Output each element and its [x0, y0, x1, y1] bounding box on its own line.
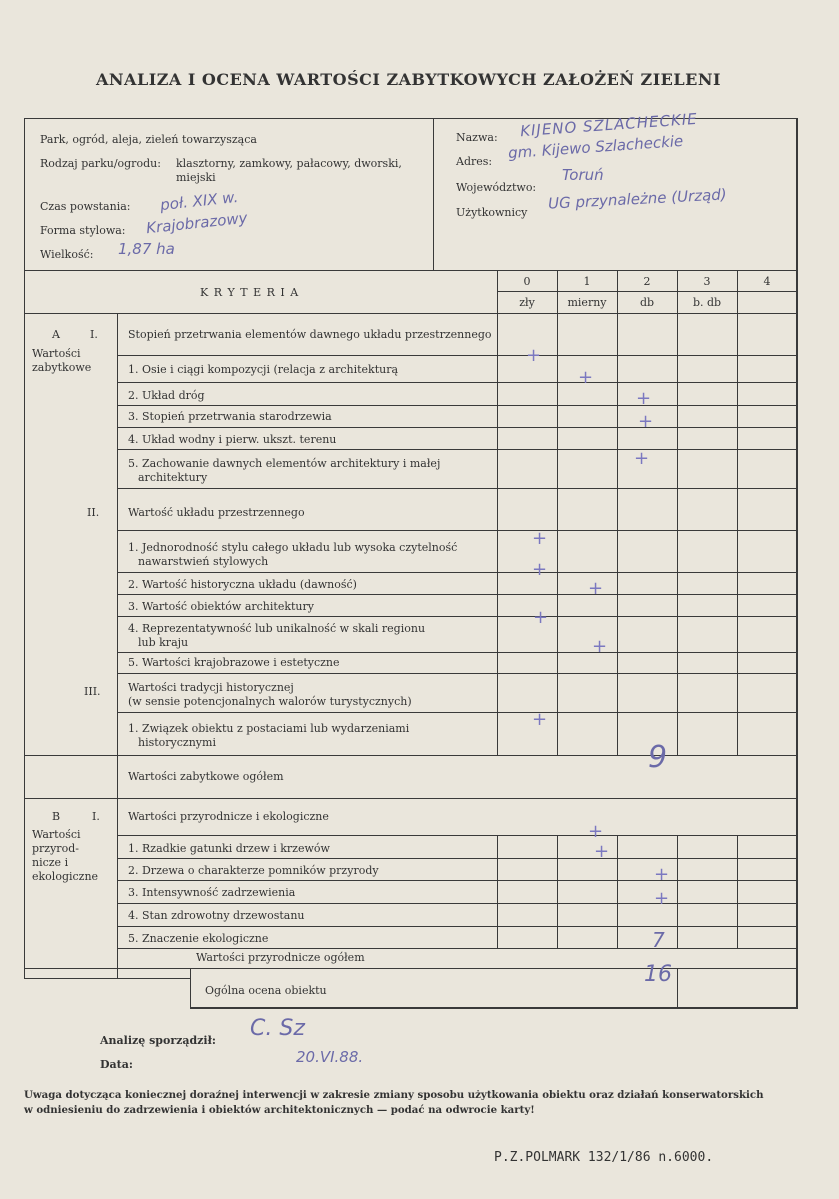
uwaga-line-1: Uwaga dotycząca koniecznej doraźnej interwencji w zakresie zmiany sposobu użytkowania obiektu oraz działań konserwatorskich	[24, 1089, 764, 1101]
overall-box-bottom	[190, 1007, 798, 1009]
mark-b1-4: +	[654, 888, 670, 909]
b-col-line-3	[677, 835, 678, 948]
wojewodztwo-label: Województwo:	[456, 181, 537, 194]
a2-item-1: 1. Jednorodność stylu całego układu lub wysoka czytelność	[128, 541, 458, 554]
a2-item-1-cont: nawarstwień stylowych	[138, 555, 269, 568]
a2-item-3: 3. Wartość obiektów architektury	[128, 600, 314, 613]
section-b-letter: B	[52, 810, 61, 823]
wielkosc-value: 1,87 ha	[118, 240, 175, 258]
a2-roman: II.	[87, 506, 100, 519]
b1-item-3: 3. Intensywność zadrzewienia	[128, 886, 296, 899]
mark-a3-1: +	[532, 709, 548, 730]
b1-item-2: 2. Drzewa o charakterze pomników przyrody	[128, 864, 379, 877]
mark-a1-2: +	[578, 367, 594, 388]
header-bottom	[24, 270, 797, 271]
a2-group-title: Wartość układu przestrzennego	[128, 506, 305, 519]
a3-item-1: 1. Związek obiektu z postaciami lub wydarzeniami	[128, 722, 410, 735]
row-line	[117, 652, 797, 653]
section-a-letter: A	[52, 328, 60, 341]
row-line	[24, 968, 797, 969]
data-label: Data:	[100, 1058, 133, 1071]
overall-box-left	[190, 968, 191, 1008]
frame-left	[24, 118, 25, 978]
row-line	[24, 755, 797, 756]
a2-item-4: 4. Reprezentatywność lub unikalność w skali regionu	[128, 622, 426, 635]
park-type-label: Park, ogród, aleja, zieleń towarzysząca	[40, 133, 257, 146]
b1-item-4: 4. Stan zdrowotny drzewostanu	[128, 909, 305, 922]
b-total-label: Wartości przyrodnicze ogółem	[196, 951, 365, 964]
a3-roman: III.	[84, 685, 101, 698]
score-num-2: 2	[643, 275, 651, 288]
row-line	[117, 530, 797, 531]
uwaga-line-2: w odniesieniu do zadrzewienia i obiektów architektonicznych — podać na odwrocie karty!	[24, 1104, 535, 1116]
a2-item-2: 2. Wartość historyczna układu (dawność)	[128, 578, 357, 591]
b-col-line-0	[497, 835, 498, 948]
row-line	[117, 926, 797, 927]
row-line	[117, 405, 797, 406]
score-word-1: mierny	[567, 296, 607, 309]
adres-label: Adres:	[456, 155, 493, 168]
b1-item-1: 1. Rzadkie gatunki drzew i krzewów	[128, 842, 330, 855]
a1-item-2: 2. Układ dróg	[128, 389, 205, 402]
score-num-4: 4	[763, 275, 771, 288]
adres-value: gm. Kijewo Szlacheckie	[507, 131, 684, 163]
forma-value: Krajobrazowy	[145, 208, 249, 238]
mark-a2-1: +	[532, 528, 548, 549]
section-b-name-2: przyrod-	[32, 842, 79, 855]
a3-group-title-2: (w sensie potencjonalnych walorów turystycznych)	[128, 695, 412, 708]
row-line	[117, 880, 797, 881]
mark-a2-4: +	[533, 607, 549, 628]
b1-item-5: 5. Znaczenie ekologiczne	[128, 932, 269, 945]
b-col-line-1	[557, 835, 558, 948]
mark-a1-3: +	[636, 388, 652, 409]
section-a-roman: I.	[90, 328, 98, 341]
section-divider	[24, 798, 797, 799]
label-col-divider	[117, 313, 118, 978]
col-line-3	[677, 270, 678, 755]
section-b-name-1: Wartości	[32, 828, 81, 841]
a3-group-title-1: Wartości tradycji historycznej	[128, 681, 294, 694]
a-total-value: 9	[648, 740, 668, 775]
section-b-roman: I.	[92, 810, 100, 823]
header-divider-v	[433, 118, 434, 270]
a1-item-5: 5. Zachowanie dawnych elementów architektury i małej	[128, 457, 441, 470]
rodzaj-label: Rodzaj parku/ogrodu:	[40, 157, 161, 170]
mark-b1-3: +	[654, 864, 670, 885]
score-num-1: 1	[583, 275, 591, 288]
mark-b1-1: +	[588, 821, 604, 842]
rodzaj-options-line2: miejski	[176, 171, 216, 184]
row-line	[117, 616, 797, 617]
row-line	[117, 572, 797, 573]
b-total-value: 7	[652, 928, 665, 952]
czas-label: Czas powstania:	[40, 200, 131, 213]
mark-a1-1: +	[526, 345, 542, 366]
czas-value: poł. XIX w.	[159, 187, 240, 215]
b-col-line-2	[617, 835, 618, 948]
nazwa-label: Nazwa:	[456, 131, 498, 144]
b-col-line-4	[737, 835, 738, 948]
score-num-0: 0	[523, 275, 531, 288]
score-num-3: 3	[703, 275, 711, 288]
a3-item-1-cont: historycznymi	[138, 736, 216, 749]
row-line	[117, 858, 797, 859]
page-title: ANALIZA I OCENA WARTOŚCI ZABYTKOWYCH ZAŁOŻEŃ ZIELENI	[96, 70, 721, 89]
data-value: 20.VI.88.	[296, 1048, 364, 1066]
b1-group-title: Wartości przyrodnicze i ekologiczne	[128, 810, 329, 823]
a1-item-5-cont: architektury	[138, 471, 208, 484]
score-word-0: zły	[519, 296, 535, 309]
mark-a1-4: +	[638, 411, 654, 432]
section-a-name-1: Wartości	[32, 347, 81, 360]
kryteria-score-split	[497, 291, 797, 292]
a1-item-1: 1. Osie i ciągi kompozycji (relacja z architekturą	[128, 363, 399, 376]
col-line-0	[497, 270, 498, 755]
kryteria-label: K R Y T E R I A	[200, 286, 300, 299]
wielkosc-label: Wielkość:	[40, 248, 94, 261]
overall-col-divider	[677, 968, 678, 1008]
uzytkownicy-value: UG przynależne (Urząd)	[547, 185, 728, 213]
nazwa-value: KIJENO SZLACHECKIE	[519, 109, 699, 141]
forma-label: Forma stylowa:	[40, 224, 126, 237]
analiza-label: Analizę sporządził:	[100, 1034, 216, 1047]
row-line	[117, 673, 797, 674]
a2-item-4-cont: lub kraju	[138, 636, 189, 649]
uzytkownicy-label: Użytkownicy	[456, 206, 528, 219]
row-line	[117, 712, 797, 713]
mark-a2-5: +	[592, 636, 608, 657]
col-line-1	[557, 270, 558, 755]
analiza-signature: C. Sz	[250, 1016, 305, 1041]
section-a-name-2: zabytkowe	[32, 361, 92, 374]
row-line	[117, 355, 797, 356]
print-code: P.Z.POLMARK 132/1/86 n.6000.	[494, 1150, 714, 1165]
row-line	[117, 835, 797, 836]
row-line	[117, 903, 797, 904]
a1-group-title: Stopień przetrwania elementów dawnego układu przestrzennego	[128, 328, 492, 341]
kryteria-bottom	[24, 313, 797, 314]
row-line	[117, 948, 797, 949]
row-line	[117, 427, 797, 428]
mark-a2-2: +	[532, 559, 548, 580]
row-line	[117, 382, 797, 383]
overall-value: 16	[644, 962, 672, 987]
section-b-name-4: ekologiczne	[32, 870, 99, 883]
col-line-2	[617, 270, 618, 755]
a1-item-3: 3. Stopień przetrwania starodrzewia	[128, 410, 332, 423]
wojewodztwo-value: Toruń	[562, 166, 604, 184]
frame-bottom-left	[24, 978, 190, 979]
mark-a2-3: +	[588, 578, 604, 599]
a-total-label: Wartości zabytkowe ogółem	[128, 770, 284, 783]
col-line-4	[737, 270, 738, 755]
mark-a1-5: +	[634, 448, 650, 469]
score-word-2: db	[639, 296, 655, 309]
row-line	[117, 594, 797, 595]
a1-item-4: 4. Układ wodny i pierw. ukszt. terenu	[128, 433, 337, 446]
row-line	[117, 488, 797, 489]
row-line	[117, 449, 797, 450]
score-word-3: b. db	[692, 296, 722, 309]
rodzaj-options-line1: klasztorny, zamkowy, pałacowy, dworski,	[176, 157, 402, 170]
overall-label: Ogólna ocena obiektu	[205, 984, 327, 997]
frame-right	[796, 118, 798, 1008]
mark-b1-2: +	[594, 841, 610, 862]
a2-item-5: 5. Wartości krajobrazowe i estetyczne	[128, 656, 340, 669]
section-b-name-3: nicze i	[32, 856, 69, 869]
